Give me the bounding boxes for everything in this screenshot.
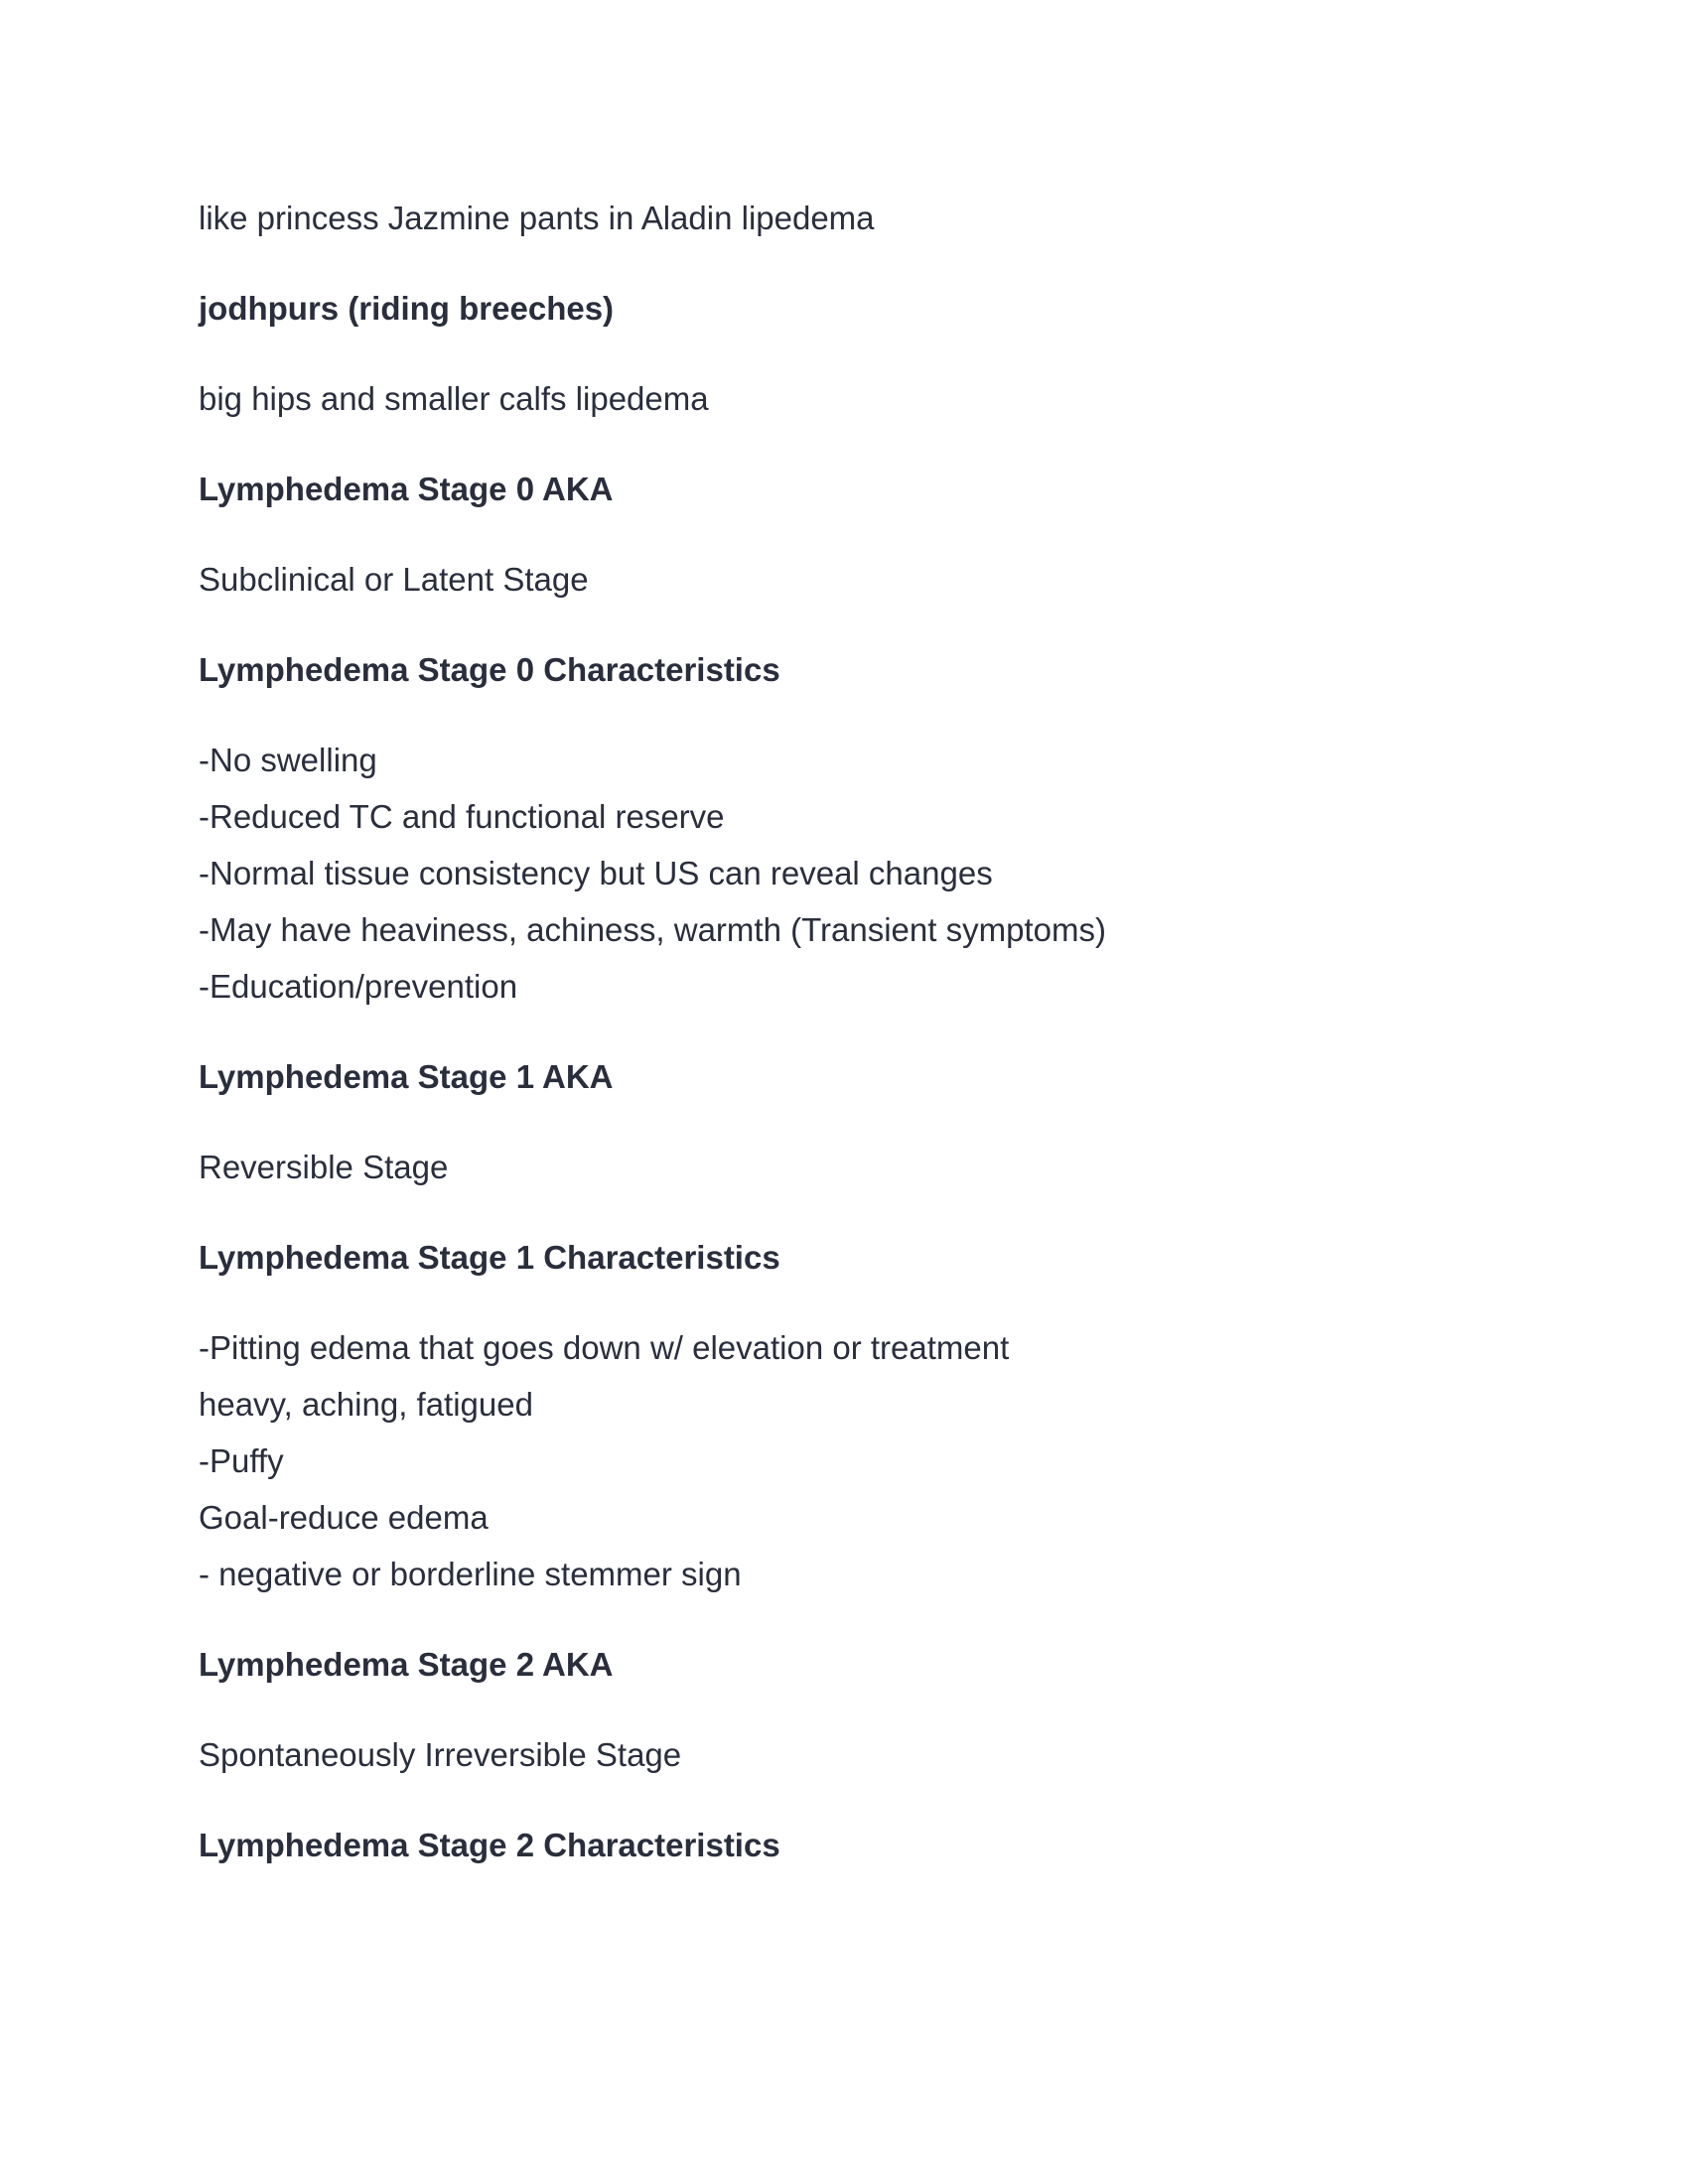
term-text: Lymphedema Stage 1 Characteristics [199,1239,780,1276]
definition-line: Subclinical or Latent Stage [199,561,589,598]
term-text: Lymphedema Stage 2 Characteristics [199,1827,780,1863]
definition-line: - negative or borderline stemmer sign [199,1556,742,1592]
definition-line: -May have heaviness, achiness, warmth (Transient symptoms) [199,911,1106,948]
flashcard-term [199,1817,1489,1873]
flashcard-definition [199,732,1489,1015]
definition-line: Spontaneously Irreversible Stage [199,1736,682,1773]
term-text: Lymphedema Stage 0 Characteristics [199,651,780,688]
flashcard-definition [199,1139,1489,1195]
definition-line: like princess Jazmine pants in Aladin lipedema [199,200,875,236]
flashcard-definition [199,1319,1489,1602]
term-text: Lymphedema Stage 1 AKA [199,1058,614,1095]
flashcard-term [199,280,1489,337]
flashcard-definition [199,551,1489,608]
flashcard-definition [199,190,1489,246]
flashcard-term [199,641,1489,698]
flashcard-definition [199,370,1489,427]
flashcard-list [199,190,1489,1907]
definition-line: -Puffy [199,1442,284,1479]
flashcard-term [199,1636,1489,1693]
definition-line: -Normal tissue consistency but US can reveal changes [199,855,993,891]
flashcard-definition [199,1726,1489,1783]
definition-line: heavy, aching, fatigued [199,1386,533,1423]
definition-line: -No swelling [199,742,377,778]
flashcard-term [199,1229,1489,1286]
term-text: Lymphedema Stage 2 AKA [199,1646,614,1683]
flashcard-term [199,461,1489,517]
term-text: jodhpurs (riding breeches) [199,290,615,327]
definition-line: big hips and smaller calfs lipedema [199,380,709,417]
definition-line: Reversible Stage [199,1149,449,1185]
flashcard-term [199,1048,1489,1105]
definition-line: -Reduced TC and functional reserve [199,798,725,835]
term-text: Lymphedema Stage 0 AKA [199,471,614,507]
definition-line: -Pitting edema that goes down w/ elevation or treatment [199,1329,1010,1366]
definition-line: Goal-reduce edema [199,1499,489,1536]
definition-line: -Education/prevention [199,968,518,1005]
